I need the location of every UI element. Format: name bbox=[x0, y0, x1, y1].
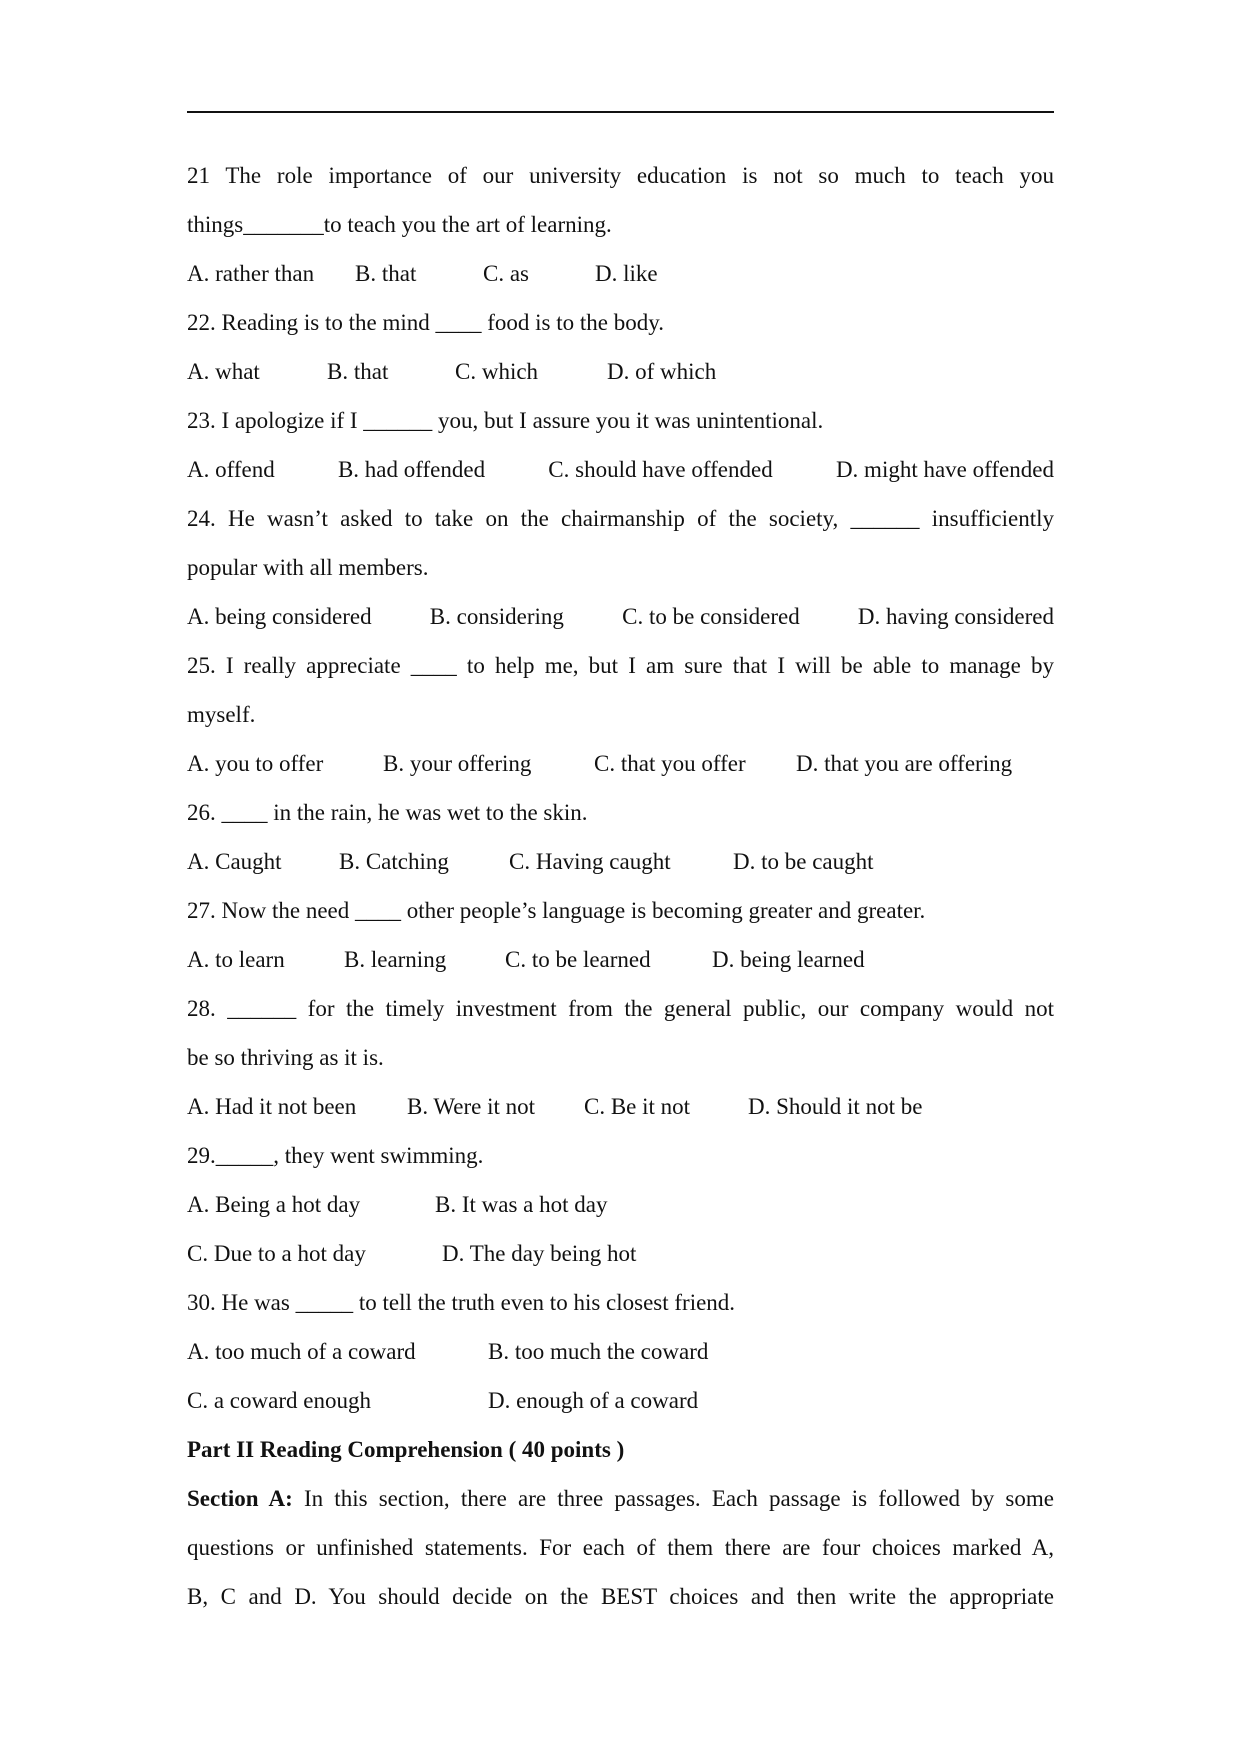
question-text: myself. bbox=[187, 702, 256, 727]
option-d: D. being learned bbox=[712, 947, 865, 972]
exam-page bbox=[187, 151, 1054, 1621]
section-a-instructions bbox=[187, 1474, 1054, 1621]
answer-options bbox=[187, 1376, 1054, 1425]
option-a: A. you to offer bbox=[187, 751, 324, 776]
question-text: 23. I apologize if I ______ you, but I assure you it was unintentional. bbox=[187, 408, 824, 433]
option-c: C. that you offer bbox=[594, 751, 746, 776]
answer-options bbox=[187, 592, 1054, 641]
option-b: B. too much the coward bbox=[488, 1339, 709, 1364]
answer-options bbox=[187, 1180, 1054, 1229]
question-text: be so thriving as it is. bbox=[187, 1045, 384, 1070]
question-text: 30. He was _____ to tell the truth even to his closest friend. bbox=[187, 1290, 736, 1315]
option-c: C. to be considered bbox=[622, 604, 800, 629]
option-c: C. Having caught bbox=[509, 849, 671, 874]
answer-options bbox=[187, 739, 1054, 788]
option-d: D. enough of a coward bbox=[488, 1388, 699, 1413]
question-22 bbox=[187, 298, 1054, 396]
answer-options bbox=[187, 1229, 1054, 1278]
question-text: 21 The role importance of our university education is not so much to teach you bbox=[187, 163, 1054, 188]
question-23 bbox=[187, 396, 1054, 494]
option-b: B. that bbox=[327, 359, 389, 384]
question-text: 28. ______ for the timely investment from the general public, our company would not bbox=[187, 996, 1054, 1021]
answer-options bbox=[187, 935, 1054, 984]
option-c: C. should have offended bbox=[548, 457, 773, 482]
option-b: B. your offering bbox=[383, 751, 532, 776]
answer-options bbox=[187, 249, 1054, 298]
option-a: A. too much of a coward bbox=[187, 1339, 416, 1364]
question-25 bbox=[187, 641, 1054, 788]
question-text: 27. Now the need ____ other people’s language is becoming greater and greater. bbox=[187, 898, 926, 923]
question-24 bbox=[187, 494, 1054, 641]
answer-options bbox=[187, 1327, 1054, 1376]
option-d: D. of which bbox=[607, 359, 717, 384]
option-a: A. to learn bbox=[187, 947, 285, 972]
option-a: A. offend bbox=[187, 457, 275, 482]
question-text: 25. I really appreciate ____ to help me, but I am sure that I will be able to manage by bbox=[187, 653, 1054, 678]
answer-options bbox=[187, 347, 1054, 396]
option-b: B. It was a hot day bbox=[435, 1192, 608, 1217]
option-d: D. that you are offering bbox=[796, 751, 1013, 776]
option-c: C. a coward enough bbox=[187, 1388, 371, 1413]
option-a: A. what bbox=[187, 359, 260, 384]
question-text: 26. ____ in the rain, he was wet to the skin. bbox=[187, 800, 588, 825]
option-c: C. which bbox=[455, 359, 539, 384]
option-a: A. Had it not been bbox=[187, 1094, 357, 1119]
question-29 bbox=[187, 1131, 1054, 1278]
section-a-label: Section A: bbox=[187, 1486, 293, 1511]
option-c: C. as bbox=[483, 261, 529, 286]
section-heading: Part II Reading Comprehension ( 40 points ) bbox=[187, 1437, 625, 1462]
option-c: C. Be it not bbox=[584, 1094, 691, 1119]
instruction-line: B, C and D. You should decide on the BEST choices and then write the appropriate bbox=[187, 1584, 1054, 1609]
option-c: C. to be learned bbox=[505, 947, 651, 972]
instruction-text: In this section, there are three passages. Each passage is followed by some bbox=[292, 1486, 1054, 1511]
question-26 bbox=[187, 788, 1054, 886]
option-d: D. to be caught bbox=[733, 849, 874, 874]
instruction-line bbox=[187, 1474, 1054, 1523]
header-rule bbox=[187, 111, 1054, 113]
option-d: D. The day being hot bbox=[442, 1241, 637, 1266]
answer-options bbox=[187, 837, 1054, 886]
option-b: B. Catching bbox=[339, 849, 449, 874]
instruction-line: questions or unfinished statements. For each of them there are four choices marked A, bbox=[187, 1535, 1054, 1560]
question-text: 22. Reading is to the mind ____ food is to the body. bbox=[187, 310, 665, 335]
question-text: things_______to teach you the art of learning. bbox=[187, 212, 612, 237]
option-d: D. having considered bbox=[857, 604, 1054, 629]
answer-options bbox=[187, 1082, 1054, 1131]
option-b: B. Were it not bbox=[407, 1094, 536, 1119]
question-text: popular with all members. bbox=[187, 555, 429, 580]
question-30 bbox=[187, 1278, 1054, 1425]
option-d: D. might have offended bbox=[835, 457, 1054, 482]
question-21 bbox=[187, 151, 1054, 298]
option-a: A. Caught bbox=[187, 849, 282, 874]
answer-options bbox=[187, 445, 1054, 494]
option-b: B. considering bbox=[429, 604, 564, 629]
option-b: B. learning bbox=[344, 947, 447, 972]
option-d: D. Should it not be bbox=[748, 1094, 923, 1119]
option-c: C. Due to a hot day bbox=[187, 1241, 366, 1266]
option-b: B. had offended bbox=[337, 457, 486, 482]
question-27 bbox=[187, 886, 1054, 984]
question-text: 24. He wasn’t asked to take on the chairmanship of the society, ______ insufficiently bbox=[187, 506, 1054, 531]
option-b: B. that bbox=[355, 261, 417, 286]
question-text: 29._____, they went swimming. bbox=[187, 1143, 484, 1168]
option-a: A. Being a hot day bbox=[187, 1192, 361, 1217]
question-28 bbox=[187, 984, 1054, 1131]
option-a: A. rather than bbox=[187, 261, 315, 286]
option-a: A. being considered bbox=[187, 604, 372, 629]
option-d: D. like bbox=[595, 261, 658, 286]
